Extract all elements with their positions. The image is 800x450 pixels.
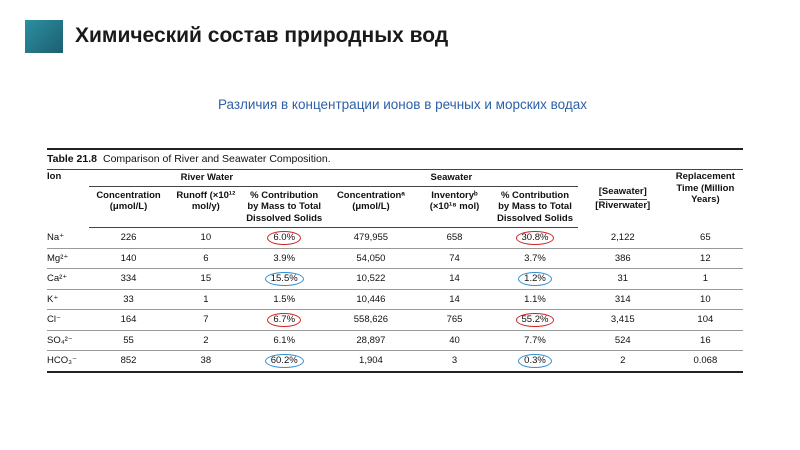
sea-contribution-cell (492, 310, 578, 331)
table-row (47, 310, 743, 331)
replacement-cell: 65 (668, 228, 743, 249)
ratio-cell: 3,415 (578, 310, 668, 331)
slide-subtitle: Различия в концентрации ионов в речных и морских водах (218, 97, 588, 112)
river-contribution-cell (243, 269, 325, 290)
ion-cell: Mg²⁺ (47, 249, 89, 269)
runoff-cell: 1 (168, 290, 243, 310)
inventory-cell: 765 (417, 310, 492, 331)
header-sea-concentration: Concentrationᵃ (μmol/L) (325, 186, 417, 228)
river-contribution-cell (243, 310, 325, 331)
header-ratio (578, 170, 668, 228)
sea-contribution-cell (492, 351, 578, 373)
ratio-cell: 2 (578, 351, 668, 373)
sea-contribution-cell: 1.1% (492, 290, 578, 310)
runoff-cell: 15 (168, 269, 243, 290)
red-circled-value: 6.7% (267, 313, 301, 327)
sea-contribution-cell (492, 269, 578, 290)
table-row (47, 228, 743, 249)
table-row (47, 249, 743, 269)
sea-concentration-cell: 1,904 (325, 351, 417, 373)
runoff-cell: 38 (168, 351, 243, 373)
header-river-contribution: % Contribution by Mass to Total Dissolved Solids (243, 186, 325, 228)
runoff-cell: 7 (168, 310, 243, 331)
composition-table (47, 169, 743, 373)
sea-concentration-cell: 479,955 (325, 228, 417, 249)
header-river-concentration: Concentration (μmol/L) (89, 186, 168, 228)
header-seawater: Seawater (325, 170, 578, 187)
inventory-cell: 14 (417, 290, 492, 310)
ion-cell: HCO₃⁻ (47, 351, 89, 373)
table-row (47, 331, 743, 351)
ratio-cell: 2,122 (578, 228, 668, 249)
table-row (47, 351, 743, 373)
replacement-cell: 16 (668, 331, 743, 351)
sea-concentration-cell: 558,626 (325, 310, 417, 331)
river-contribution-cell: 3.9% (243, 249, 325, 269)
header-river-water: River Water (89, 170, 325, 187)
header-runoff: Runoff (×10¹² mol/y) (168, 186, 243, 228)
red-circled-value: 55.2% (516, 313, 555, 327)
inventory-cell: 3 (417, 351, 492, 373)
ion-cell: K⁺ (47, 290, 89, 310)
sea-concentration-cell: 10,522 (325, 269, 417, 290)
river-concentration-cell: 55 (89, 331, 168, 351)
ion-cell: Ca²⁺ (47, 269, 89, 290)
ratio-cell: 386 (578, 249, 668, 269)
river-contribution-cell: 1.5% (243, 290, 325, 310)
river-concentration-cell: 334 (89, 269, 168, 290)
header-sea-contribution: % Contribution by Mass to Total Dissolved Solids (492, 186, 578, 228)
replacement-cell: 104 (668, 310, 743, 331)
inventory-cell: 40 (417, 331, 492, 351)
ion-cell: SO₄²⁻ (47, 331, 89, 351)
blue-circled-value: 0.3% (518, 354, 552, 368)
sea-contribution-cell: 3.7% (492, 249, 578, 269)
inventory-cell: 658 (417, 228, 492, 249)
header-replacement-time: Replacement Time (Million Years) (668, 170, 743, 228)
river-concentration-cell: 33 (89, 290, 168, 310)
slide-title: Химический состав природных вод (75, 24, 449, 47)
runoff-cell: 2 (168, 331, 243, 351)
river-contribution-cell (243, 228, 325, 249)
sea-concentration-cell: 54,050 (325, 249, 417, 269)
red-circled-value: 6.0% (267, 231, 301, 245)
sea-contribution-cell (492, 228, 578, 249)
sea-concentration-cell: 10,446 (325, 290, 417, 310)
blue-circled-value: 15.5% (265, 272, 304, 286)
header-ratio-top: [Seawater] (599, 186, 647, 201)
replacement-cell: 10 (668, 290, 743, 310)
river-concentration-cell: 852 (89, 351, 168, 373)
runoff-cell: 10 (168, 228, 243, 249)
replacement-cell: 12 (668, 249, 743, 269)
replacement-cell: 0.068 (668, 351, 743, 373)
sea-contribution-cell: 7.7% (492, 331, 578, 351)
replacement-cell: 1 (668, 269, 743, 290)
table-row (47, 269, 743, 290)
ion-cell: Na⁺ (47, 228, 89, 249)
river-concentration-cell: 164 (89, 310, 168, 331)
blue-circled-value: 60.2% (265, 354, 304, 368)
river-contribution-cell: 6.1% (243, 331, 325, 351)
table-caption-text: Comparison of River and Seawater Composition. (103, 153, 331, 165)
header-ion: Ion (47, 170, 89, 228)
ratio-cell: 31 (578, 269, 668, 290)
river-concentration-cell: 140 (89, 249, 168, 269)
inventory-cell: 74 (417, 249, 492, 269)
header-ratio-bottom: [Riverwater] (595, 200, 651, 212)
ratio-cell: 524 (578, 331, 668, 351)
ratio-cell: 314 (578, 290, 668, 310)
inventory-cell: 14 (417, 269, 492, 290)
table-caption (47, 150, 743, 169)
comparison-table-block (47, 148, 743, 373)
red-circled-value: 30.8% (516, 231, 555, 245)
header-inventory: Inventoryᵇ (×10¹⁸ mol) (417, 186, 492, 228)
ion-cell: Cl⁻ (47, 310, 89, 331)
table-label: Table 21.8 (47, 153, 97, 165)
table-row (47, 290, 743, 310)
river-concentration-cell: 226 (89, 228, 168, 249)
river-contribution-cell (243, 351, 325, 373)
blue-circled-value: 1.2% (518, 272, 552, 286)
runoff-cell: 6 (168, 249, 243, 269)
sea-concentration-cell: 28,897 (325, 331, 417, 351)
title-accent-block (25, 20, 63, 53)
